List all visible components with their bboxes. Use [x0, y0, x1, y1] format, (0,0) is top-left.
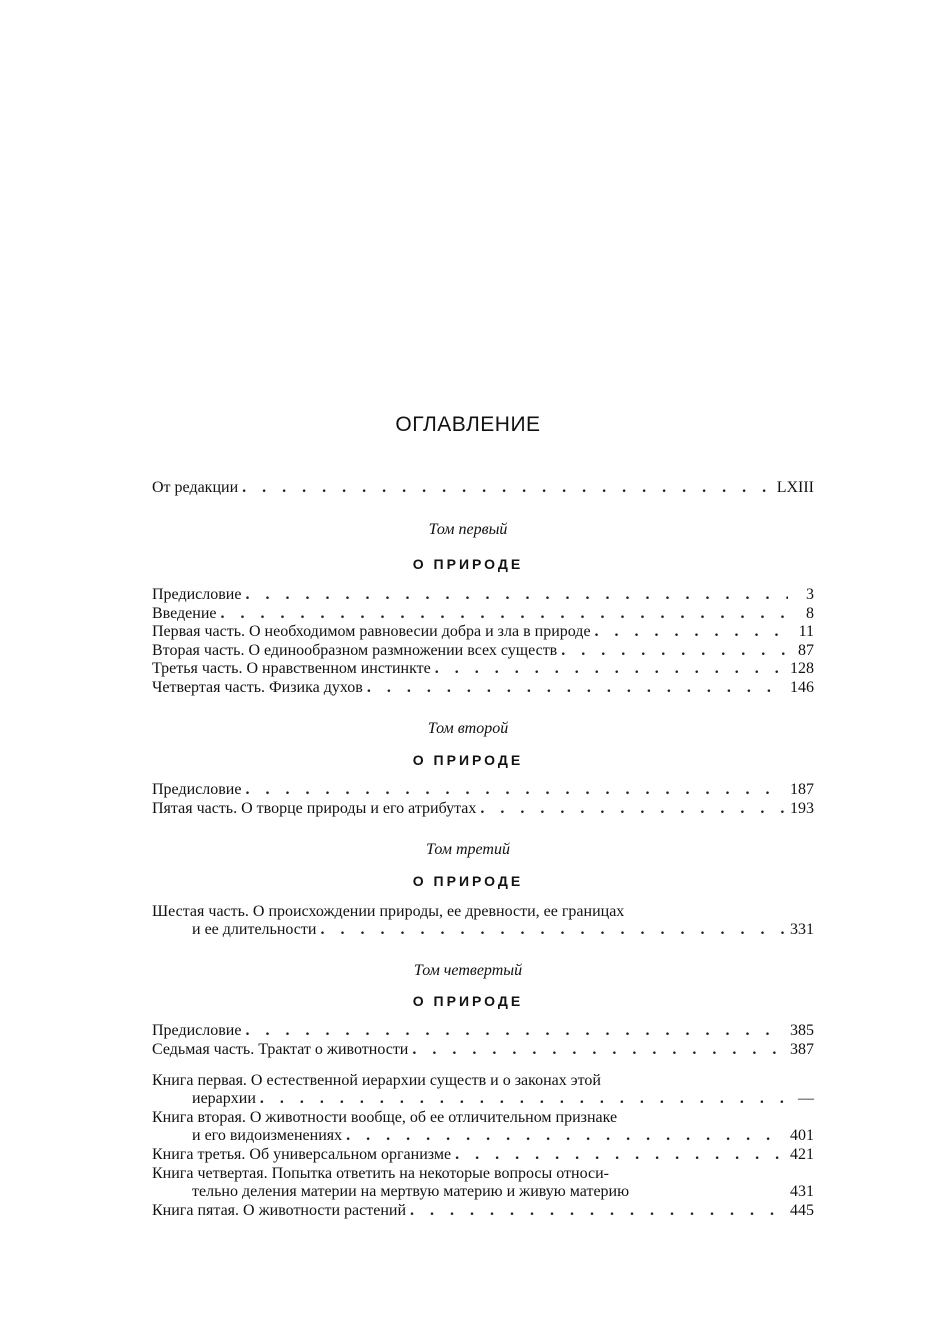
toc-entry: [152, 1145, 814, 1165]
toc-entry: [152, 659, 814, 679]
toc-entry-label: Вторая часть. О единообразном размножении всех существ: [152, 642, 558, 659]
toc-entry: [152, 799, 814, 819]
leader-dots: [561, 641, 788, 661]
toc-entry-page: 445: [790, 1202, 814, 1219]
toc-entry-page: 87: [798, 642, 814, 659]
toc-entry-page: 431: [790, 1183, 814, 1200]
toc-entry-continuation: [152, 1126, 814, 1146]
leader-dots: [455, 1145, 786, 1165]
leader-dots: [595, 622, 788, 642]
leader-dots: [245, 780, 786, 800]
leader-dots: [242, 478, 773, 498]
toc-entry-page: 193: [790, 800, 814, 817]
toc-entry: [152, 902, 814, 922]
toc-entry-label-continued: и ее длительности: [192, 921, 317, 938]
toc-entry-label: Седьмая часть. Трактат о животности: [152, 1041, 409, 1058]
toc-entry: [152, 1071, 814, 1091]
volume-3-title: Том третий: [426, 841, 510, 858]
toc-entry-page: 128: [790, 660, 814, 677]
leader-dots: [221, 604, 789, 624]
toc-entry-label: Предисловие: [152, 586, 242, 603]
toc-entry-label: Книга четвертая. Попытка ответить на некоторые вопросы относи-: [152, 1165, 609, 1182]
page-title: ОГЛАВЛЕНИЕ: [395, 413, 541, 436]
toc-entry-page: 401: [790, 1127, 814, 1144]
toc-entry-label: Предисловие: [152, 1022, 242, 1039]
volume-3-subtitle: О ПРИРОДЕ: [412, 873, 524, 889]
toc-entry-label: Пятая часть. О творце природы и его атрибутах: [152, 800, 477, 817]
toc-entry-label: Первая часть. О необходимом равновесии добра и зла в природе: [152, 623, 591, 640]
toc-entry: [152, 678, 814, 698]
toc-entry-page: —: [798, 1090, 814, 1107]
toc-entry-continuation: [152, 1182, 814, 1202]
toc-entry-label: Книга пятая. О животности растений: [152, 1202, 407, 1219]
leader-dots: [480, 799, 786, 819]
toc-entry: [152, 780, 814, 800]
volume-1-subtitle: О ПРИРОДЕ: [412, 556, 524, 572]
toc-entry: [152, 604, 814, 624]
toc-entry-page: 146: [790, 679, 814, 696]
leader-dots: [245, 585, 788, 605]
leader-dots: [367, 678, 786, 698]
toc-entry: [152, 1201, 814, 1221]
leader-dots: [410, 1201, 786, 1221]
toc-entry-page: 3: [806, 586, 814, 603]
toc-entry-label-continued: иерархии: [192, 1090, 256, 1107]
toc-entry-label: Третья часть. О нравственном инстинкте: [152, 660, 431, 677]
volume-2-title: Том второй: [427, 720, 509, 737]
leader-dots: [260, 1089, 788, 1109]
toc-entry-label: Введение: [152, 605, 217, 622]
toc-entry-label: От редакции: [152, 479, 239, 496]
toc-entry-page: 187: [790, 781, 814, 798]
toc-entry: [152, 1040, 814, 1060]
leader-dots: [412, 1040, 786, 1060]
leader-dots: [346, 1126, 786, 1146]
toc-entry-label: Книга вторая. О животности вообще, об ее отличительном признаке: [152, 1109, 618, 1126]
toc-entry: [152, 1021, 814, 1041]
volume-4-title: Том четвертый: [413, 962, 523, 979]
volume-4-subtitle: О ПРИРОДЕ: [412, 993, 524, 1009]
toc-entry: [152, 1164, 814, 1184]
toc-entry-label-continued: тельно деления материи на мертвую материю и живую материю: [192, 1183, 630, 1200]
toc-entry-continuation: [152, 920, 814, 940]
toc-entry: [152, 641, 814, 661]
toc-entry-label-continued: и его видоизменениях: [192, 1127, 343, 1144]
toc-entry-label: Книга третья. Об универсальном организме: [152, 1146, 452, 1163]
toc-entry-page: 385: [790, 1022, 814, 1039]
leader-dots: [320, 920, 786, 940]
volume-1-title: Том первый: [428, 521, 508, 538]
toc-entry-page: 8: [806, 605, 814, 622]
toc-entry-label: Предисловие: [152, 781, 242, 798]
toc-entry-page: 387: [790, 1041, 814, 1058]
toc-entry: [152, 622, 814, 642]
toc-entry: [152, 1108, 814, 1128]
toc-entry-page: 331: [790, 921, 814, 938]
leader-dots: [245, 1021, 786, 1041]
toc-entry-label: Книга первая. О естественной иерархии существ и о законах этой: [152, 1072, 601, 1089]
toc-entry-page: 421: [790, 1146, 814, 1163]
leader-dots: [435, 659, 786, 679]
toc-entry-continuation: [152, 1089, 814, 1109]
volume-2-subtitle: О ПРИРОДЕ: [412, 752, 524, 768]
toc-entry-editorial: [152, 478, 814, 498]
toc-entry-label: Шестая часть. О происхождении природы, ее древности, ее границах: [152, 903, 625, 920]
toc-entry-page: LXIII: [776, 479, 814, 496]
toc-entry-page: 11: [798, 623, 814, 640]
toc-entry: [152, 585, 814, 605]
toc-entry-label: Четвертая часть. Физика духов: [152, 679, 363, 696]
